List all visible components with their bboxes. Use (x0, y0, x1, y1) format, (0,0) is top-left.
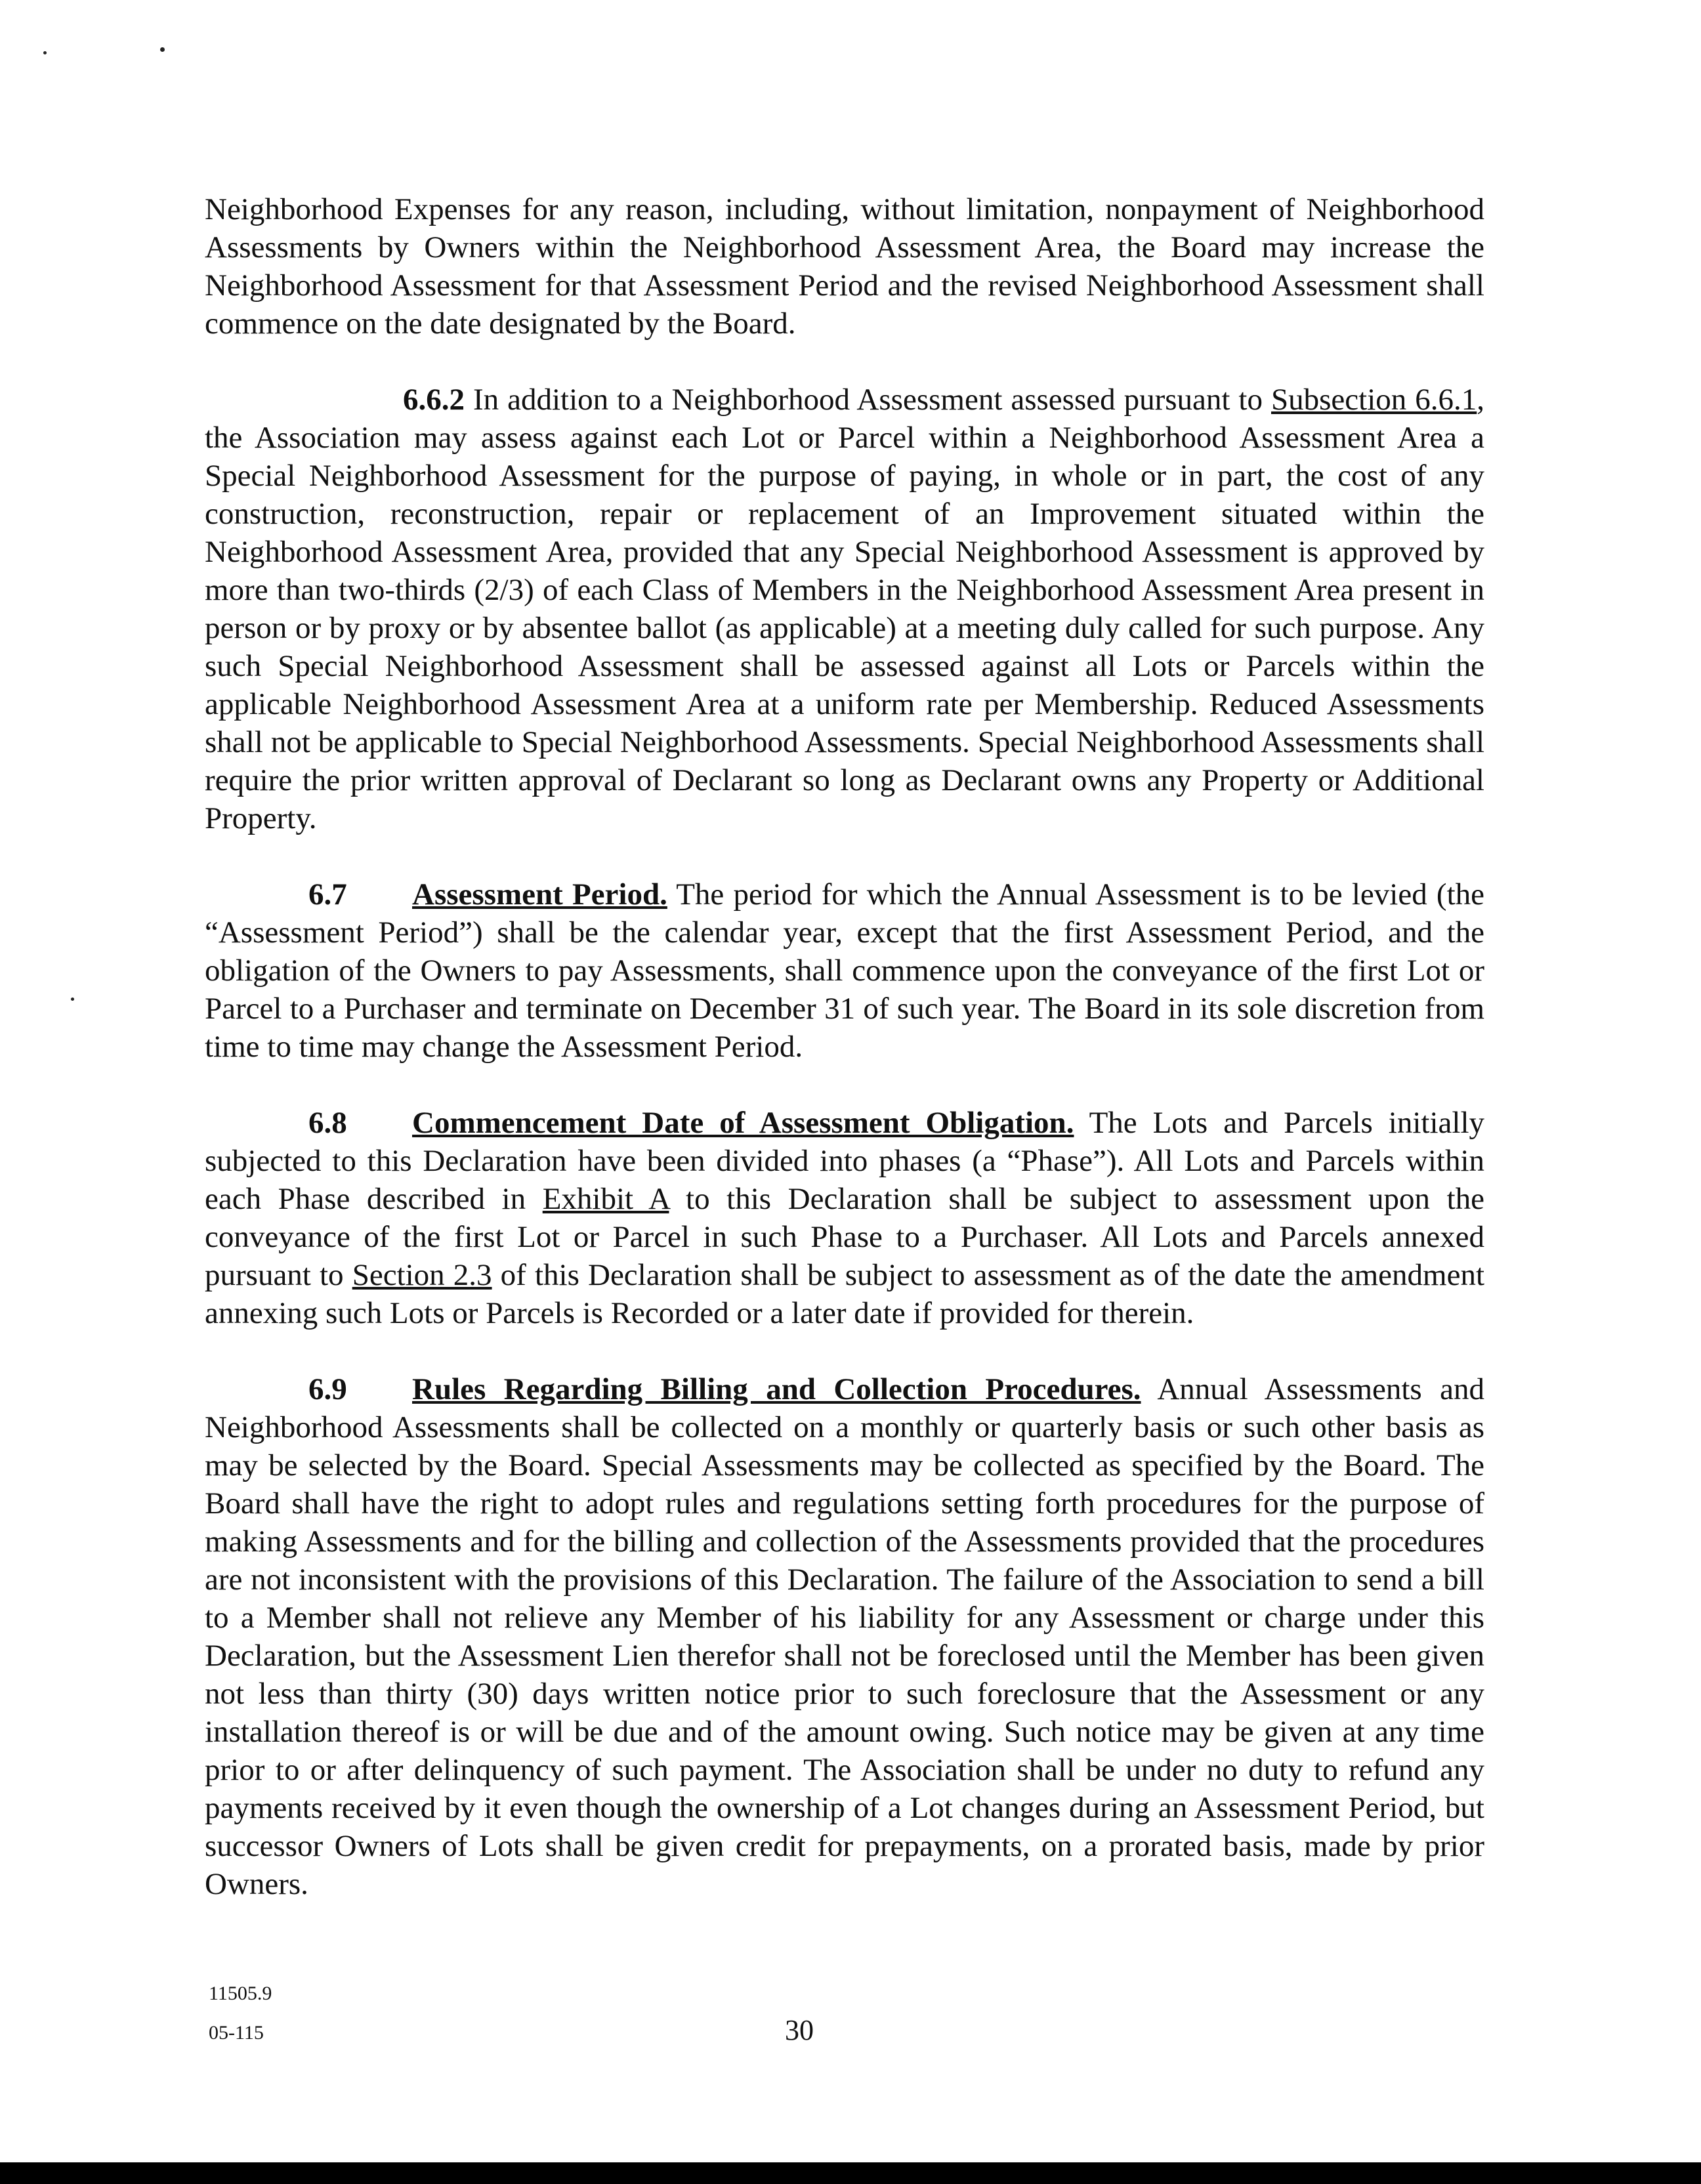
document-id: 11505.9 (209, 1983, 272, 2004)
cross-reference: Subsection 6.6.1 (1270, 383, 1477, 417)
subsection-text: , the Association may assess against each Lot or Parcel within a Neighborhood Assessment Area a Special Neighborhood Assessment for the purpose of paying, in whole or in part, the cost of any construction, reconstruction, repair or replacement of an Improvement situated within the Neighborhood Assessment Area, provided that any Special Neighborhood Assessment is approved by more than two-thirds (2/3) of each Class of Members in the Neighborhood Assessment Area present in person or by proxy or by absentee ballot (as applicable) at a meeting duly called for such purpose. Any such Special Neighborhood Assessment shall be assessed against all Lots or Parcels within the applicable Neighborhood Assessment Area at a uniform rate per Membership. Reduced Assessments shall not be applicable to Special Neighborhood Assessments. Special Neighborhood Assessments shall require the prior written approval of Declarant so long as Declarant owns any Property or Additional Property. (205, 383, 1484, 835)
document-body (205, 190, 1484, 1903)
section-heading: Rules Regarding Billing and Collection Procedures. (412, 1372, 1141, 1406)
section-text: The Lots and Parcels initially subjected to this Declaration have been divided into phases (a “Phase”). All Lots and Parcels within each Phase described in (205, 1106, 1484, 1216)
subsection-intro: In addition to a Neighborhood Assessment assessed pursuant to (465, 383, 1271, 417)
section-6-8 (205, 1104, 1484, 1332)
subsection-6-6-2 (205, 381, 1484, 837)
section-text: to this Declaration shall be subject to assessment upon the conveyance of the first Lot or Parcel in such Phase to a Purchaser. All Lots and Parcels annexed pursuant to (205, 1182, 1485, 1292)
subsection-number: 6.6.2 (403, 383, 465, 417)
section-6-9 (205, 1370, 1484, 1903)
section-number: 6.9 (308, 1372, 347, 1406)
page-number: 30 (785, 2014, 814, 2046)
section-number: 6.8 (308, 1106, 347, 1140)
scan-speck (160, 47, 165, 52)
document-version: 05-115 (209, 2022, 264, 2044)
cross-reference: Exhibit A (542, 1182, 669, 1216)
section-heading: Assessment Period. (412, 877, 667, 912)
paragraph-text: Neighborhood Expenses for any reason, including, without limitation, nonpayment of Neighborhood Assessments by Owners within the Neighborhood Assessment Area, the Board may increase the Neighborhood Assessment for that Assessment Period and the revised Neighborhood Assessment shall commence on the date designated by the Board. (205, 192, 1484, 341)
section-text: Annual Assessments and Neighborhood Assessments shall be collected on a monthly or quarterly basis or such other basis as may be selected by the Board. Special Assessments may be collected as specified by the Board. The Board shall have the right to adopt rules and regulations setting forth procedures for the purpose of making Assessments and for the billing and collection of the Assessments provided that the procedures are not inconsistent with the provisions of this Declaration. The failure of the Association to send a bill to a Member shall not relieve any Member of his liability for any Assessment or charge under this Declaration, but the Assessment Lien therefor shall not be foreclosed until the Member has been given not less than thirty (30) days written notice prior to such foreclosure that the Assessment or any installation thereof is or will be due and of the amount owing. Such notice may be given at any time prior to or after delinquency of such payment. The Association shall be under no duty to refund any payments received by it even though the ownership of a Lot changes during an Assessment Period, but successor Owners of Lots shall be given credit for prepayments, on a prorated basis, made by prior Owners. (205, 1372, 1484, 1901)
cross-reference: Section 2.3 (352, 1258, 492, 1292)
scan-speck (43, 51, 47, 54)
section-heading: Commencement Date of Assessment Obligation. (412, 1106, 1074, 1140)
section-text: The period for which the Annual Assessment is to be levied (the “Assessment Period”) shall be the calendar year, except that the first Assessment Period, and the obligation of the Owners to pay Assessments, shall commence upon the conveyance of the first Lot or Parcel to a Purchaser and terminate on December 31 of such year. The Board in its sole discretion from time to time may change the Assessment Period. (205, 877, 1484, 1064)
section-6-7 (205, 875, 1484, 1066)
scan-border (0, 2162, 1701, 2184)
section-text: of this Declaration shall be subject to assessment as of the date the amendment annexing such Lots or Parcels is Recorded or a later date if provided for therein. (205, 1258, 1484, 1330)
scan-speck (71, 998, 74, 1001)
section-number: 6.7 (308, 877, 347, 912)
paragraph-continuation (205, 190, 1484, 343)
